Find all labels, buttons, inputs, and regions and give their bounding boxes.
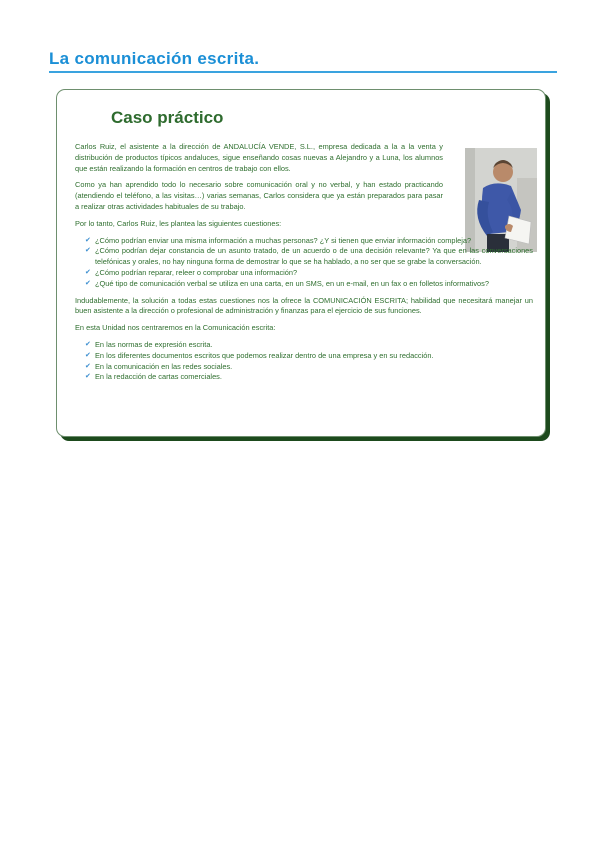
check-icon: ✔: [85, 247, 91, 255]
check-icon: ✔: [85, 362, 91, 370]
check-icon: ✔: [85, 340, 91, 348]
list-item: ✔ En las normas de expresión escrita.: [85, 339, 213, 349]
case-study-content: [75, 142, 533, 389]
list-item: ✔ ¿Cómo podrían enviar una misma información a muchas personas? ¿Y si tienen que enviar información compleja?: [85, 235, 472, 245]
context-paragraph: Como ya han aprendido todo lo necesario sobre comunicación oral y no verbal, y han estado practicando (atendiendo el teléfono, a las visitas…) varias semanas, Carlos considera que ya están preparados para pasar a realizar otras actividades habituales de su trabajo.: [75, 180, 443, 211]
case-study-box: [56, 89, 546, 437]
questions-list: [75, 236, 533, 290]
check-icon: ✔: [85, 373, 91, 381]
page-title: La comunicación escrita.: [49, 49, 260, 68]
list-item: ✔ ¿Cómo podrían dejar constancia de un asunto tratado, de un acuerdo o de una decisión relevante? Ya que en las conversaciones telefónicas y orales, no hay ninguna forma de demostrar lo que se ha hablado, a no ser que se grabe la conversación.: [85, 246, 533, 267]
list-item: ✔ ¿Qué tipo de comunicación verbal se utiliza en una carta, en un SMS, en un e-mail, en un fax o en folletos informativos?: [85, 278, 489, 288]
conclusion-paragraph: Indudablemente, la solución a todas estas cuestiones nos la ofrece la COMUNICACIÓN ESCRITA; habilidad que necesitará manejar un buen asistente a la dirección o profesional de administración y finanzas para el ejercicio de sus funciones.: [75, 295, 533, 316]
unit-topics-list: [75, 340, 533, 383]
check-icon: ✔: [85, 236, 91, 244]
check-icon: ✔: [85, 279, 91, 287]
case-study-title: Caso práctico: [111, 108, 224, 127]
list-item: ✔ En los diferentes documentos escritos que podemos realizar dentro de una empresa y en su redacción.: [85, 350, 434, 360]
list-item: ✔ En la redacción de cartas comerciales.: [85, 372, 222, 382]
check-icon: ✔: [85, 268, 91, 276]
header-divider: [49, 71, 557, 73]
intro-paragraph: Carlos Ruiz, el asistente a la dirección de ANDALUCÍA VENDE, S.L., empresa dedicada a la a la venta y distribución de productos típicos andaluces, sigue enseñando cosas nuevas a Alejandro y a Luna, los alumnos que están realizando la formación en centros de trabajo con ellos.: [75, 142, 443, 173]
list-item: ✔ ¿Cómo podrían reparar, releer o comprobar una información?: [85, 267, 298, 277]
check-icon: ✔: [85, 351, 91, 359]
page-header: [49, 48, 557, 73]
questions-intro: Por lo tanto, Carlos Ruiz, les plantea las siguientes cuestiones:: [75, 218, 282, 228]
list-item: ✔ En la comunicación en las redes sociales.: [85, 361, 233, 371]
unit-intro: En esta Unidad nos centraremos en la Comunicación escrita:: [75, 323, 276, 333]
